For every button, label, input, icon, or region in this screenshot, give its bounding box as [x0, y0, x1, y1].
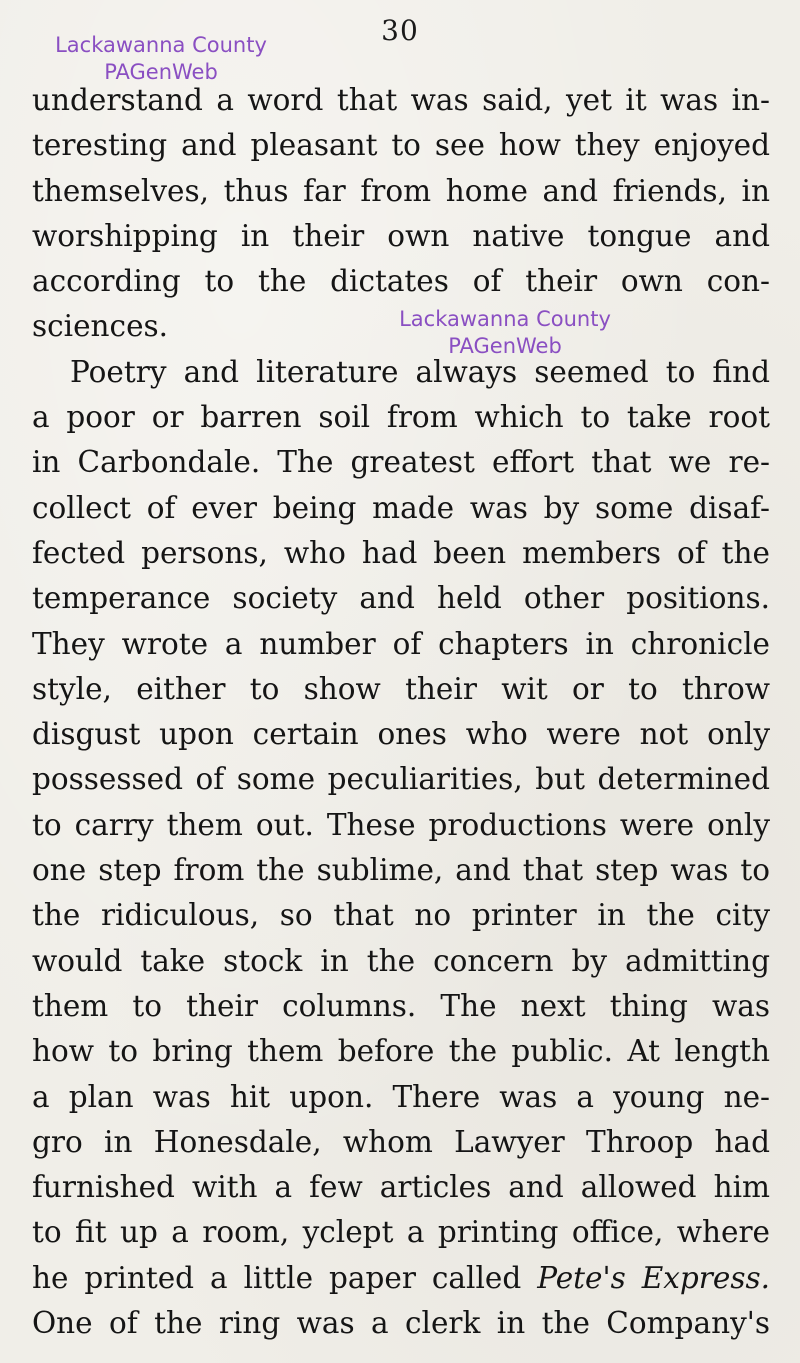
body-text — [32, 78, 770, 1346]
watermark-line1: Lackawanna County — [55, 33, 267, 57]
text-line: They wrote a number of chapters in chronicle — [32, 626, 770, 661]
text-line: understand a word that was said, yet it was in- — [32, 83, 770, 117]
text-line: fected persons, who had been members of the — [32, 535, 770, 570]
text-line: a plan was hit upon. There was a young ne- — [32, 1079, 770, 1114]
text-line: would take stock in the concern by admitting — [32, 943, 770, 978]
text-line: sciences. — [32, 309, 169, 344]
watermark-line2: PAGenWeb — [104, 60, 218, 84]
text-line: to carry them out. These productions were only — [32, 807, 770, 842]
text-line: furnished with a few articles and allowed him — [32, 1170, 770, 1205]
text-line: how to bring them before the public. At length — [32, 1034, 770, 1069]
page-number: 30 — [381, 14, 419, 47]
text-line: style, either to show their wit or to throw — [32, 671, 770, 706]
text-line: themselves, thus far from home and friends, in — [32, 173, 770, 208]
text-line: to fit up a room, yclept a printing office, where — [32, 1215, 770, 1250]
text-line: possessed of some peculiarities, but determined — [32, 762, 770, 797]
text-line: collect of ever being made was by some disaf- — [32, 490, 770, 525]
text-line: temperance society and held other positions. — [32, 581, 770, 616]
text-line: worshipping in their own native tongue and — [32, 218, 770, 253]
watermark-middle — [374, 306, 636, 360]
text-line: according to the dictates of their own con- — [32, 264, 770, 299]
watermark-line1: Lackawanna County — [399, 307, 611, 331]
text-line: a poor or barren soil from which to take root — [32, 400, 770, 435]
text-line: the ridiculous, so that no printer in the city — [32, 898, 770, 933]
text-line: gro in Honesdale, whom Lawyer Throop had — [32, 1124, 770, 1159]
text-line-with-italic — [32, 1256, 770, 1301]
text-segment: he printed a little paper called — [32, 1260, 538, 1295]
watermark-line2: PAGenWeb — [448, 334, 562, 358]
text-line: One of the ring was a clerk in the Company's — [32, 1306, 770, 1341]
text-line: teresting and pleasant to see how they enjoyed — [32, 128, 770, 163]
text-line: in Carbondale. The greatest effort that we re- — [32, 445, 770, 480]
text-line: them to their columns. The next thing was — [32, 988, 770, 1023]
text-line: Poetry and literature always seemed to find — [70, 354, 770, 389]
italic-title: Pete's Express. — [537, 1260, 770, 1295]
text-line: disgust upon certain ones who were not only — [32, 717, 770, 752]
text-line: one step from the sublime, and that step was to — [32, 853, 770, 888]
